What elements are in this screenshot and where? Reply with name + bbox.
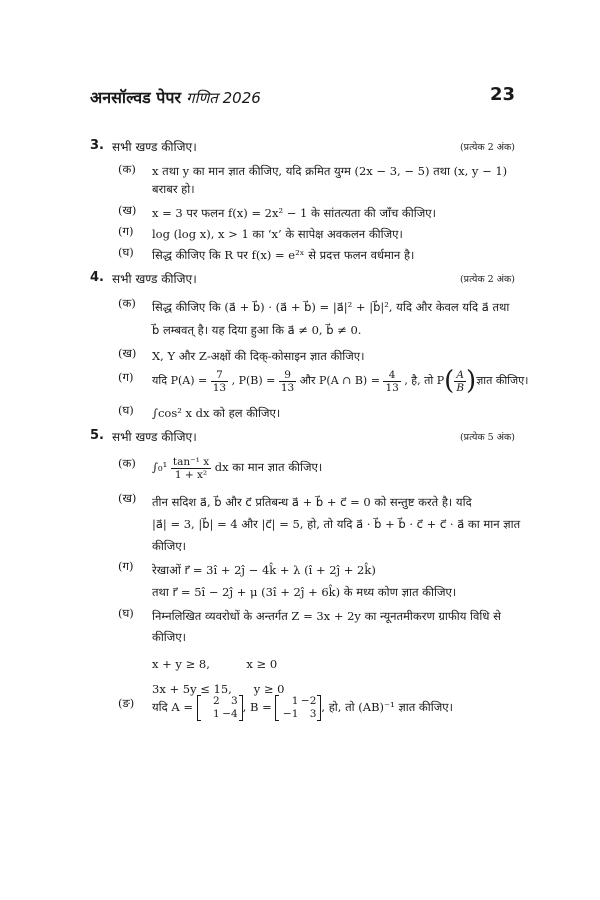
question-4-heading bbox=[90, 270, 515, 290]
header-title bbox=[90, 86, 261, 108]
text-segment: , है, तो P bbox=[404, 374, 445, 387]
paren-open: ( bbox=[444, 366, 455, 396]
text-segment: , B = bbox=[242, 700, 272, 714]
item-label: (घ) bbox=[118, 403, 134, 417]
item-text bbox=[152, 491, 521, 557]
text-segment: ज्ञात कीजिए। bbox=[476, 374, 529, 387]
matrix-cell: −2 bbox=[300, 695, 317, 707]
constraint-line: x + y ≥ 8, x ≥ 0 bbox=[152, 657, 278, 671]
item-label: (ख) bbox=[118, 203, 137, 217]
item-line: b⃗ लम्बवत् है। यह दिया हुआ कि a⃗ ≠ 0, b⃗ ≠ 0. bbox=[152, 323, 362, 337]
item-label: (ख) bbox=[118, 491, 137, 505]
fraction bbox=[211, 369, 228, 394]
fraction-numerator: 7 bbox=[211, 369, 228, 382]
item-line: रेखाओं r⃗ = 3î + 2ĵ − 4k̂ + λ (î + 2ĵ + 2k̂) bbox=[152, 563, 376, 577]
integral-sign: ∫₀¹ bbox=[152, 460, 168, 474]
question-5-item-nga bbox=[118, 690, 518, 726]
item-line: log (log x), x > 1 का ‘x’ के सापेक्ष अवकलन कीजिए। bbox=[152, 227, 403, 241]
matrix-row bbox=[202, 708, 238, 721]
fraction-numerator: A bbox=[454, 369, 466, 382]
question-title: सभी खण्ड कीजिए। bbox=[112, 140, 197, 154]
item-line: सिद्ध कीजिए कि (a⃗ + b⃗) · (a⃗ + b⃗) = |a⃗|² + |b⃗|², यदि और केवल यदि a⃗ तथा bbox=[152, 300, 510, 314]
text-segment: और P(A ∩ B) = bbox=[299, 374, 380, 387]
item-line: सिद्ध कीजिए कि R पर f(x) = e²ˣ से प्रदत्त फलन वर्धमान है। bbox=[152, 248, 415, 262]
question-title: सभी खण्ड कीजिए। bbox=[112, 272, 197, 286]
matrix-cell: 1 bbox=[212, 708, 220, 720]
question-number: 4. bbox=[90, 270, 104, 285]
paren-close: ) bbox=[466, 366, 477, 396]
matrix-cell: 3 bbox=[309, 708, 317, 720]
matrix-cell: −1 bbox=[282, 708, 299, 720]
item-label: (घ) bbox=[118, 606, 134, 620]
page-number: 23 bbox=[489, 84, 515, 105]
item-line: x = 3 पर फलन f(x) = 2x² − 1 के सांतत्यता की जाँच कीजिए। bbox=[152, 206, 436, 220]
header-title-bold: अनसॉल्वड पेपर bbox=[90, 88, 182, 107]
header-subject: गणित 2026 bbox=[186, 89, 261, 107]
marks-note: (प्रत्येक 5 अंक) bbox=[459, 432, 515, 443]
fraction-denominator: 13 bbox=[212, 381, 227, 394]
text-segment: यदि A = bbox=[152, 700, 194, 714]
question-5-item-ka bbox=[118, 452, 518, 486]
matrix-cell: 3 bbox=[230, 695, 238, 707]
item-text bbox=[152, 403, 518, 424]
item-line: ∫cos² x dx को हल कीजिए। bbox=[152, 406, 281, 420]
question-title: सभी खण्ड कीजिए। bbox=[112, 430, 197, 444]
page-header bbox=[90, 84, 515, 114]
item-label: (क) bbox=[118, 296, 136, 310]
item-label: (ग) bbox=[118, 370, 134, 384]
item-label: (ख) bbox=[118, 346, 137, 360]
fraction bbox=[454, 369, 466, 394]
item-line: बराबर हो। bbox=[152, 182, 195, 196]
item-text bbox=[152, 606, 518, 700]
item-label: (क) bbox=[118, 456, 136, 470]
fraction bbox=[171, 456, 211, 481]
item-label: (घ) bbox=[118, 245, 134, 259]
text-segment: यदि P(A) = bbox=[152, 374, 208, 387]
item-text bbox=[152, 346, 518, 367]
fraction-denominator: 13 bbox=[280, 381, 295, 394]
text-segment: , P(B) = bbox=[231, 374, 276, 387]
item-text bbox=[152, 162, 518, 198]
item-label: (क) bbox=[118, 162, 136, 176]
constraint-line: 3x + 5y ≤ 15, y ≥ 0 bbox=[152, 682, 285, 696]
fraction-numerator: tan⁻¹ x bbox=[172, 455, 210, 468]
text-segment: , हो, तो (AB)⁻¹ ज्ञात कीजिए। bbox=[321, 700, 453, 714]
item-text bbox=[152, 224, 518, 245]
matrix-cell: −4 bbox=[222, 708, 238, 720]
question-5-heading bbox=[90, 428, 515, 448]
item-line: तीन सदिश a⃗, b⃗ और c⃗ प्रतिबन्ध a⃗ + b⃗ + c⃗ = 0 को सन्तुष्ट करते है। यदि bbox=[152, 495, 472, 509]
matrix-row bbox=[280, 695, 316, 708]
fraction-denominator: B bbox=[456, 381, 465, 394]
item-line: कीजिए। bbox=[152, 539, 187, 553]
question-number: 5. bbox=[90, 428, 104, 443]
fraction bbox=[279, 369, 296, 394]
item-label: (ङ) bbox=[118, 696, 135, 710]
item-line: X, Y और Z-अक्षों की दिक्-कोसाइन ज्ञात कीजिए। bbox=[152, 349, 365, 363]
question-4-item-ga bbox=[118, 366, 529, 400]
item-text bbox=[152, 690, 518, 724]
item-text bbox=[152, 245, 518, 266]
question-number: 3. bbox=[90, 138, 104, 153]
text-segment: dx का मान ज्ञात कीजिए। bbox=[214, 460, 323, 474]
item-line: |a⃗| = 3, |b⃗| = 4 और |c⃗| = 5, हो, तो यदि a⃗ · b⃗ + b⃗ · c⃗ + c⃗ · a⃗ का मान ज्ञात bbox=[152, 517, 521, 531]
matrix-cell: 2 bbox=[212, 695, 220, 707]
item-line: x तथा y का मान ज्ञात कीजिए, यदि क्रमित युग्म (2x − 3, − 5) तथा (x, y − 1) bbox=[152, 164, 508, 178]
matrix-row bbox=[202, 695, 238, 708]
item-text bbox=[152, 203, 518, 224]
marks-note: (प्रत्येक 2 अंक) bbox=[459, 142, 515, 153]
question-3-heading bbox=[90, 138, 515, 158]
fraction-denominator: 1 + x² bbox=[174, 468, 208, 481]
item-label: (ग) bbox=[118, 559, 134, 573]
marks-note: (प्रत्येक 2 अंक) bbox=[459, 274, 515, 285]
item-text bbox=[152, 559, 518, 603]
item-line: कीजिए। bbox=[152, 630, 187, 644]
fraction-numerator: 9 bbox=[279, 369, 296, 382]
fraction-numerator: 4 bbox=[383, 369, 400, 382]
item-text bbox=[152, 366, 529, 396]
matrix-b bbox=[275, 695, 321, 721]
matrix-cell: 1 bbox=[291, 695, 299, 707]
item-line: निम्नलिखित व्यवरोधों के अन्तर्गत Z = 3x + 2y का न्यूनतमीकरण ग्राफीय विधि से bbox=[152, 609, 501, 623]
matrix-row bbox=[280, 708, 316, 721]
item-text bbox=[152, 296, 518, 342]
item-label: (ग) bbox=[118, 224, 134, 238]
fraction bbox=[383, 369, 400, 394]
item-text bbox=[152, 452, 518, 482]
item-line: तथा r⃗ = 5î − 2ĵ + μ (3î + 2ĵ + 6k̂) के मध्य कोण ज्ञात कीजिए। bbox=[152, 585, 457, 599]
matrix-a bbox=[197, 695, 243, 721]
fraction-denominator: 13 bbox=[385, 381, 399, 394]
